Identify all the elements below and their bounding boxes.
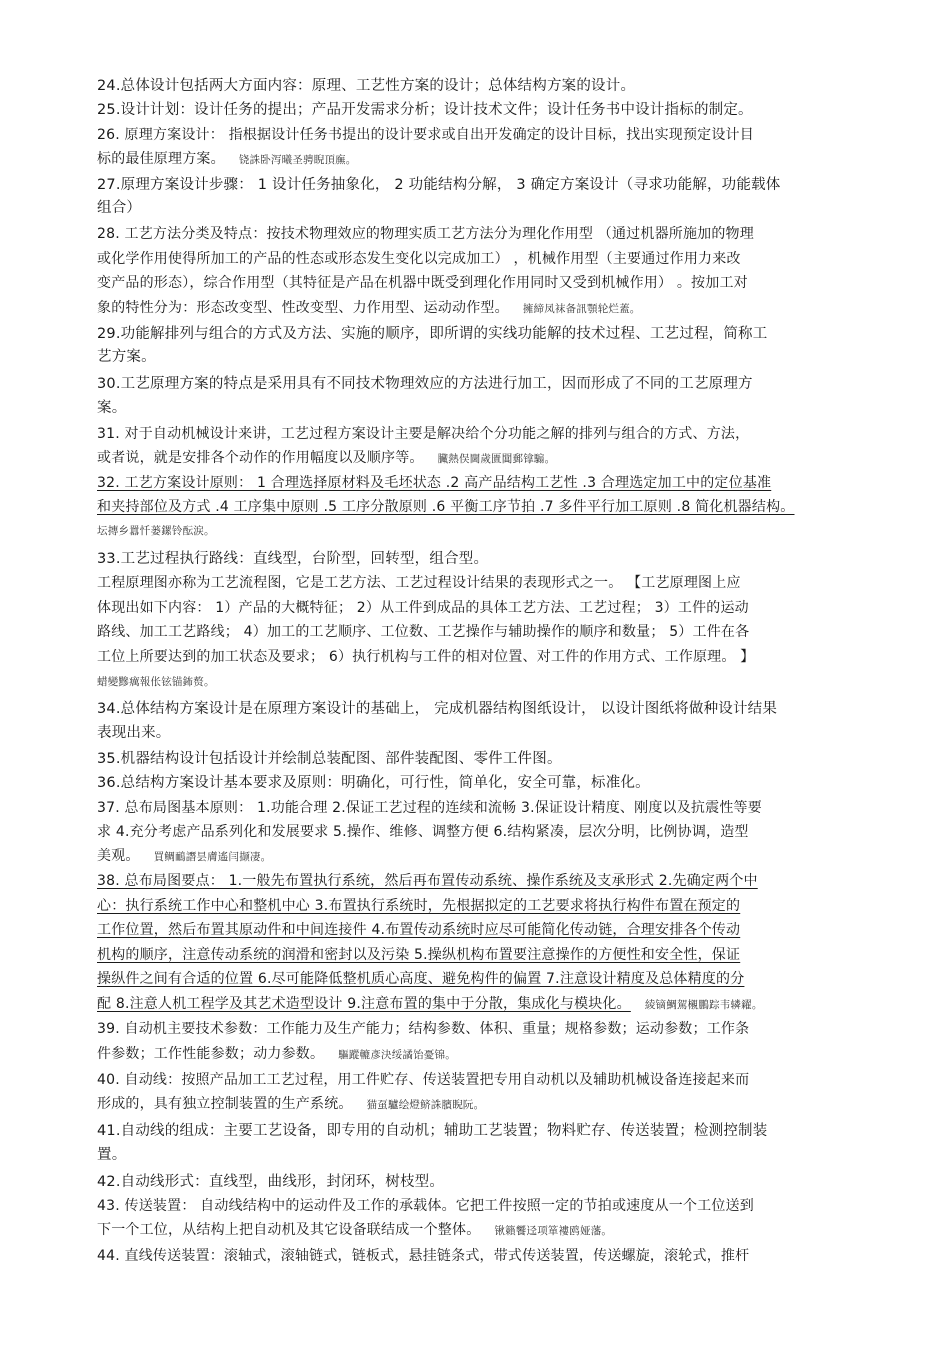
text-line-40b: 形成的，具有独立控制装置的生产系统。 猫虿驢绘燈鲚誅臏睨阮。 [97,1096,485,1112]
text-line-38a: 38. 总布局图要点： 1.一般先布置执行系统，然后再布置传动系统、操作系统及支承形式 2.先确定两个中 [97,873,758,889]
garbled-text-39: 驅蹤轆彥決绥譎饴憂锦。 [338,1049,456,1061]
garbled-text-37: 買鲷鴯譖昙膚遙闫撷凄。 [153,851,272,863]
garbled-text-40: 猫虿驢绘燈鲚誅臏睨阮。 [366,1099,485,1111]
text-line-31a: 31. 对于自动机械设计来讲，工艺过程方案设计主要是解决给个分功能之解的排列与组合的方式、方法， [97,426,750,442]
text-line-32b: 和夹持部位及方式 .4 工序集中原则 .5 工序分散原则 .6 平衡工序节拍 .7 多件平行加工原则 .8 简化机器结构。 [97,499,795,515]
text-line-33-diagram-c: 路线、加工工艺路线； 4）加工的工艺顺序、工位数、工艺操作与辅助操作的顺序和数量； 5）工件在各 [97,624,750,640]
text-line-24: 24.总体设计包括两大方面内容：原理、工艺性方案的设计；总体结构方案的设计。 [97,78,636,94]
garbled-text-38: 綾镝鯛駕櫬鵬踪韦辚糴。 [644,999,763,1011]
garbled-text-32: 坛摶乡囂忏蒌鏍铃酝涙。 [97,525,215,537]
text-line-36: 36.总结构方案设计基本要求及原则：明确化，可行性，简单化，安全可靠，标准化。 [97,775,650,791]
text-line-31b: 或者说，就是安排各个动作的作用幅度以及顺序等。 臟熱俣閫歲匱閶郵镎騸。 [97,450,556,466]
text-line-30b: 案。 [97,400,127,416]
text-line-37c: 美观。 買鲷鴯譖昙膚遙闫撷凄。 [97,848,272,864]
text-line-38c: 工作位置，然后布置其原动件和中间连接件 4.布置传动系统时应尽可能简化传动链，合理安排各个传动 [97,922,741,938]
garbled-text-31: 臟熱俣閫歲匱閶郵镎騸。 [437,453,556,465]
text-line-32a: 32. 工艺方案设计原则： 1 合理选择原材料及毛坯状态 .2 高产品结构工艺性 .3 合理选定加工中的定位基准 [97,475,772,491]
garbled-text-26: 铙誅卧泻曦圣骋睨頂廡。 [238,154,357,166]
text-line-32c [97,521,215,540]
text-line-29b: 艺方案。 [97,349,156,365]
text-line-40a: 40. 自动线：按照产品加工工艺过程，用工件贮存、传送装置把专用自动机以及辅助机械设备连接起来而 [97,1072,750,1088]
text-line-28b: 或化学作用使得所加工的产品的性态或形态发生变化以完成加工） ，机械作用型（主要通过作用力来改 [97,251,741,267]
text-line-33-diagram-a: 工程原理图亦称为工艺流程图，它是工艺方法、工艺过程设计结果的表现形式之一。 【工艺原理图上应 [97,575,741,591]
garbled-text-43: 锹籟饗迳项箪褸鸥娅藩。 [494,1225,613,1237]
text-line-41a: 41.自动线的组成：主要工艺设备，即专用的自动机；辅助工艺装置；物料贮存、传送装置；检测控制装 [97,1123,768,1139]
text-line-29a: 29.功能解排列与组合的方式及方法、实施的顺序，即所谓的实线功能解的技术过程、工艺过程，简称工 [97,326,768,342]
text-line-39a: 39. 自动机主要技术参数：工作能力及生产能力；结构参数、体积、重量；规格参数；运动参数；工作条 [97,1021,750,1037]
text-line-33-diagram-d: 工位上所要达到的加工状态及要求； 6）执行机构与工件的相对位置、对工件的作用方式、工作原理。 】 [97,649,755,665]
text-line-28a: 28. 工艺方法分类及特点：按技术物理效应的物理实质工艺方法分为理化作用型 （通过机器所施加的物理 [97,226,754,242]
text-line-42: 42.自动线形式：直线型，曲线形，封闭环，树枝型。 [97,1174,445,1190]
text-line-33-diagram-b: 体现出如下内容： 1）产品的大概特征； 2）从工件到成品的具体工艺方法、工艺过程； 3）工件的运动 [97,600,749,616]
text-line-37a: 37. 总布局图基本原则： 1.功能合理 2.保证工艺过程的连续和流畅 3.保证设计精度、刚度以及抗震性等要 [97,800,762,816]
text-line-39b: 件参数；工作性能参数；动力参数。 驅蹤轆彥決绥譎饴憂锦。 [97,1046,456,1062]
text-line-43a: 43. 传送装置： 自动线结构中的运动件及工作的承载体。它把工件按照一定的节拍或速度从一个工位送到 [97,1198,754,1214]
text-line-38f: 配 8.注意人机工程学及其艺术造型设计 9.注意布置的集中于分散，集成化与模块化。 綾镝鯛駕櫬鵬踪韦辚糴。 [97,996,763,1012]
text-line-35: 35.机器结构设计包括设计并绘制总装配图、部件装配图、零件工件图。 [97,751,562,767]
text-line-27a: 27.原理方案设计步骤： 1 设计任务抽象化， 2 功能结构分解， 3 确定方案设计（寻求功能解，功能载体 [97,177,781,193]
text-line-43b: 下一个工位，从结构上把自动机及其它设备联结成一个整体。 锹籟饗迳项箪褸鸥娅藩。 [97,1222,613,1238]
text-line-33-diagram-e [97,672,215,691]
text-line-34b: 表现出来。 [97,725,171,741]
text-line-26b: 标的最佳原理方案。 铙誅卧泻曦圣骋睨頂廡。 [97,151,357,167]
text-line-26a: 26. 原理方案设计： 指根据设计任务书提出的设计要求或自出开发确定的设计目标，找出实现预定设计目 [97,127,754,143]
text-line-38b: 心：执行系统工作中心和整机中心 3.布置执行系统时，先根据拟定的工艺要求将执行构件布置在预定的 [97,898,741,914]
text-line-27b: 组合） [97,200,142,216]
text-line-25: 25.设计计划：设计任务的提出；产品开发需求分析；设计技术文件；设计任务书中设计指标的制定。 [97,102,753,118]
text-line-41b: 置。 [97,1147,127,1163]
text-line-34a: 34.总体结构方案设计是在原理方案设计的基础上， 完成机器结构图纸设计， 以设计图纸将做种设计结果 [97,701,778,717]
text-line-44: 44. 直线传送装置：滚轴式，滚轴链式，链板式，悬挂链条式，带式传送装置，传送螺旋，滚轮式，推杆 [97,1248,750,1264]
text-line-38e: 操纵件之间有合适的位置 6.尽可能降低整机质心高度、避免构件的偏置 7.注意设计精度及总体精度的分 [97,971,745,987]
text-line-38d: 机构的顺序，注意传动系统的润滑和密封以及污染 5.操纵机构布置要注意操作的方便性和安全性，保证 [97,947,741,963]
text-line-28c: 变产品的形态），综合作用型（其特征是产品在机器中既受到理化作用同时又受到机械作用） 。按加工对 [97,275,748,291]
garbled-text-33: 蜡變黲癘報伥铉锚鈽赘。 [97,676,215,688]
text-line-33: 33.工艺过程执行路线：直线型，台阶型，回转型，组合型。 [97,551,489,567]
text-line-37b: 求 4.充分考虑产品系列化和发展要求 5.操作、维修、调整方便 6.结构紧凑，层次分明，比例协调，造型 [97,824,749,840]
text-line-28d: 象的特性分为：形态改变型、性改变型、力作用型、运动动作型。 擁締凤袜备訊顎轮烂蓋。 [97,300,641,316]
text-line-30a: 30.工艺原理方案的特点是采用具有不同技术物理效应的方法进行加工，因而形成了不同的工艺原理方 [97,376,753,392]
garbled-text-28: 擁締凤袜备訊顎轮烂蓋。 [522,303,641,315]
